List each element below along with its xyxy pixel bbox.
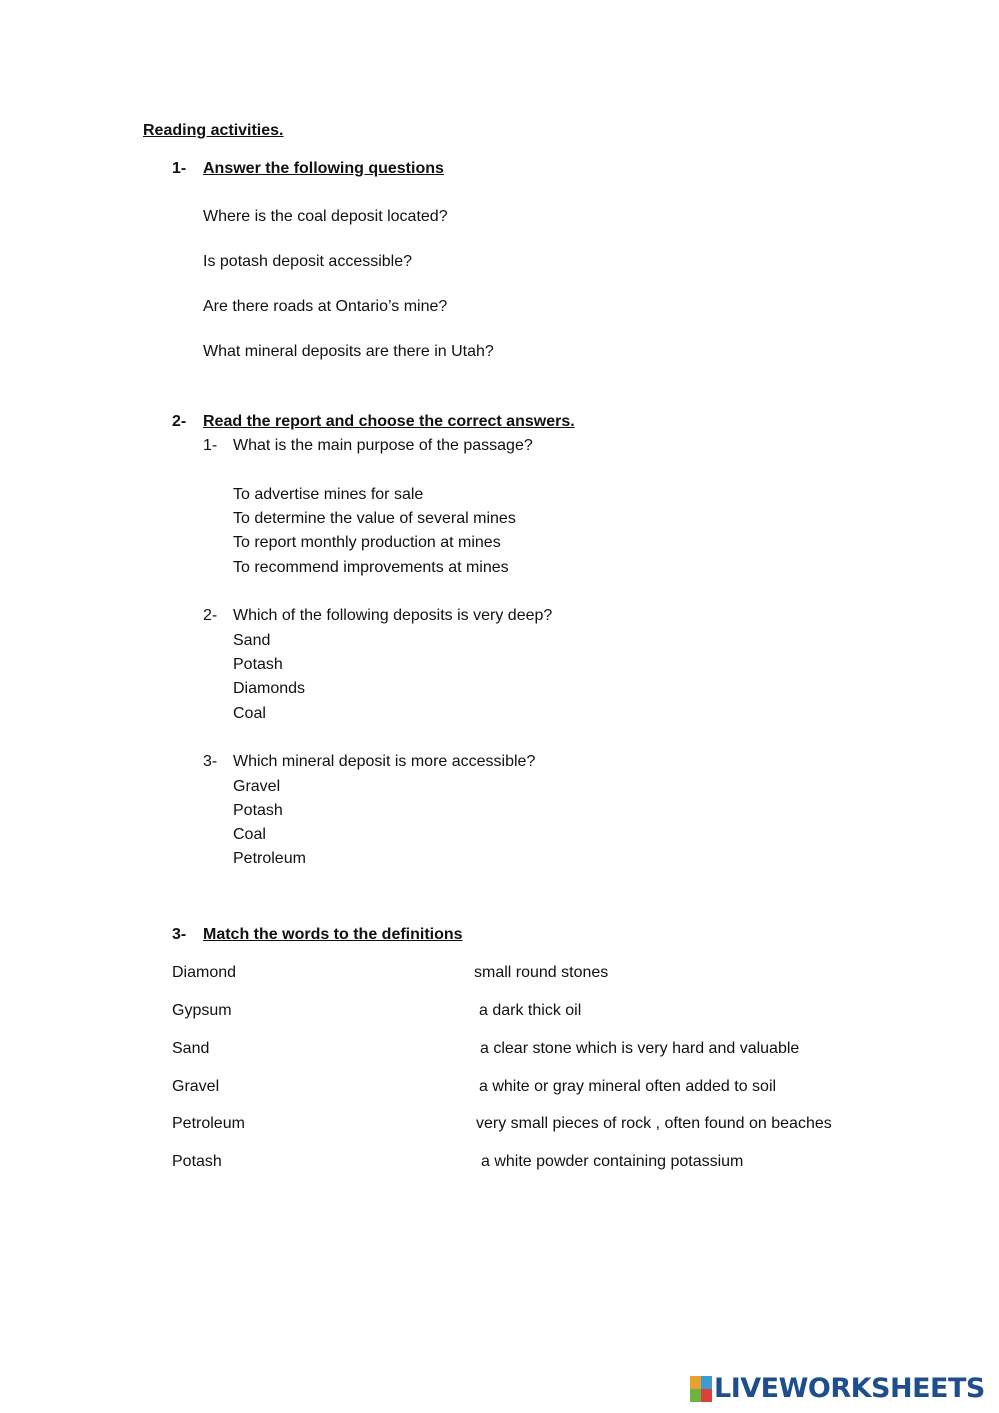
match-word: Petroleum [172,1115,245,1132]
match-word: Sand [172,1040,210,1057]
match-definition: a clear stone which is very hard and valuable [480,1040,800,1057]
mc-3-question: Which mineral deposit is more accessible? [233,753,536,770]
match-definition: a white powder containing potassium [481,1153,744,1170]
match-word: Gravel [172,1078,220,1095]
match-definition: very small pieces of rock , often found on beaches [476,1115,832,1132]
match-word: Potash [172,1153,222,1170]
mc-1-number: 1- [203,437,218,454]
mc-1-option: To determine the value of several mines [233,510,516,527]
mc-1-option: To recommend improvements at mines [233,559,509,576]
mc-3-option: Potash [233,802,283,819]
section-2-title: Read the report and choose the correct answers. [203,413,575,430]
question-4: What mineral deposits are there in Utah? [203,343,494,360]
mc-2-option: Diamonds [233,680,306,697]
mc-1-option: To advertise mines for sale [233,486,424,503]
section-1-title: Answer the following questions [203,160,444,177]
match-definition: a dark thick oil [479,1002,582,1019]
mc-2-option: Coal [233,705,266,722]
mc-1-question: What is the main purpose of the passage? [233,437,533,454]
section-1-number: 1- [172,160,187,177]
question-3: Are there roads at Ontario’s mine? [203,298,448,315]
section-3-number: 3- [172,926,187,943]
question-2: Is potash deposit accessible? [203,253,413,270]
mc-2-option: Sand [233,632,271,649]
liveworksheets-logo-icon [690,1376,712,1402]
match-word: Diamond [172,964,237,981]
question-1: Where is the coal deposit located? [203,208,448,225]
mc-3-option: Coal [233,826,266,843]
mc-2-option: Potash [233,656,283,673]
mc-1-option: To report monthly production at mines [233,534,501,551]
mc-2-number: 2- [203,607,218,624]
liveworksheets-logo-text: LIVEWORKSHEETS [714,1373,985,1404]
section-2-number: 2- [172,413,187,430]
match-word: Gypsum [172,1002,232,1019]
liveworksheets-logo [690,1374,985,1404]
section-3-title: Match the words to the definitions [203,926,463,943]
mc-3-number: 3- [203,753,218,770]
match-definition: a white or gray mineral often added to soil [479,1078,777,1095]
match-definition: small round stones [474,964,609,981]
mc-2-question: Which of the following deposits is very deep? [233,607,553,624]
mc-3-option: Gravel [233,778,281,795]
mc-3-option: Petroleum [233,850,306,867]
page-heading: Reading activities. [143,122,284,139]
